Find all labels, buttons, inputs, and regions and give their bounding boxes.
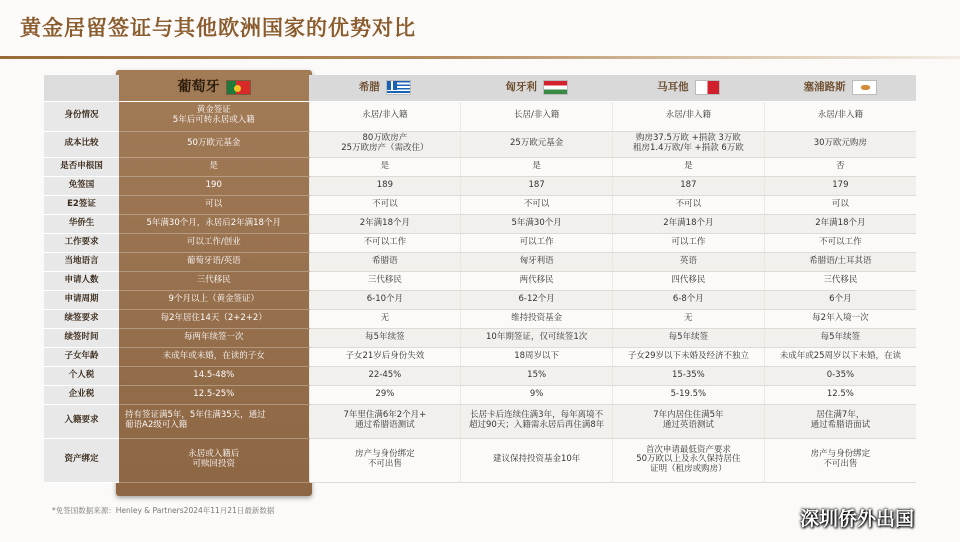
cell-text: 是 — [380, 160, 390, 171]
table-cell — [764, 438, 916, 482]
cell-text: 每5年续签 — [365, 331, 405, 342]
table-cell — [461, 195, 613, 214]
table-cell — [309, 347, 461, 366]
cell-text: 三代移民 — [196, 274, 231, 285]
cell-text: 租房1.4万欧/年 +捐款 6万欧 — [632, 143, 744, 153]
table-cell — [119, 214, 309, 233]
table-cell — [764, 252, 916, 271]
row-label: 申请人数 — [44, 271, 119, 290]
table-cell — [461, 328, 613, 347]
table-cell — [119, 309, 309, 328]
cell-text: 居住满7年， — [816, 410, 865, 421]
cell-text: 四代移民 — [671, 274, 706, 285]
greece-flag-icon — [386, 80, 411, 95]
cell-text: 可以工作/创业 — [186, 236, 241, 247]
country-name: 匈牙利 — [505, 80, 537, 93]
table-row — [44, 195, 916, 214]
table-cell — [461, 176, 613, 195]
cell-text: 25万欧房产（需改住） — [341, 143, 429, 153]
cell-text: 18周岁以下 — [514, 350, 560, 361]
header-corner — [44, 75, 119, 101]
cell-text: 证明（租房或购房） — [650, 463, 727, 474]
table-cell — [119, 195, 309, 214]
table-cell — [119, 404, 309, 438]
table-row — [44, 309, 916, 328]
cell-text: 可以工作 — [519, 236, 554, 247]
cell-text: 不可出售 — [823, 459, 858, 469]
cell-text: 黄金签证 — [196, 105, 231, 116]
table-cell — [613, 233, 765, 252]
row-label: 申请周期 — [44, 290, 119, 309]
cell-text: 子女29岁以下未婚及经济不独立 — [627, 350, 750, 361]
watermark: 深圳侨外出国 — [800, 508, 915, 530]
cell-text: 无 — [684, 312, 693, 323]
table-cell — [461, 233, 613, 252]
cell-text: 长居/非入籍 — [513, 110, 560, 121]
table-cell — [764, 385, 916, 404]
table-cell — [461, 438, 613, 482]
table-row — [44, 131, 916, 157]
title-divider — [0, 56, 960, 59]
table-cell — [613, 290, 765, 309]
table-row — [44, 290, 916, 309]
table-row — [44, 271, 916, 290]
cell-text: 9% — [529, 388, 544, 399]
cell-text: 房产与身份绑定 — [810, 449, 871, 460]
table-cell — [613, 385, 765, 404]
table-cell — [764, 233, 916, 252]
cell-text: 50万欧以上及永久保持居住 — [636, 454, 741, 465]
cell-text: 5-19.5% — [670, 388, 707, 399]
cell-text: 永居或入籍后 — [188, 449, 240, 460]
table-row — [44, 404, 916, 438]
cell-text: 6-10个月 — [366, 293, 404, 304]
cell-text: 15-35% — [671, 369, 705, 380]
cell-text: 15% — [527, 369, 547, 380]
table-cell — [119, 290, 309, 309]
table-row — [44, 328, 916, 347]
table-cell — [764, 347, 916, 366]
table-cell — [309, 176, 461, 195]
table-cell — [119, 366, 309, 385]
cell-text: 是 — [684, 160, 693, 171]
table-cell — [461, 131, 613, 157]
table-cell — [309, 385, 461, 404]
cell-text: 7年内居住住满5年 — [653, 410, 724, 421]
cell-text: 通过希腊语面试 — [810, 420, 871, 430]
table-cell — [119, 131, 309, 157]
cell-text: 6-8个月 — [672, 293, 704, 304]
cell-text: 希腊语 — [372, 255, 398, 266]
table-cell — [764, 328, 916, 347]
cell-text: 2年满18个月 — [663, 217, 714, 228]
table-cell — [119, 252, 309, 271]
cell-text: 希腊语/土耳其语 — [809, 255, 872, 266]
table-cell — [764, 290, 916, 309]
cell-text: 50万欧元基金 — [187, 138, 241, 149]
cell-text: 2年满18个月 — [815, 217, 866, 228]
comparison-table — [44, 75, 916, 483]
cell-text: 不可出售 — [367, 459, 402, 469]
cell-text: 每两年续签一次 — [183, 331, 244, 342]
header-country-greece — [309, 75, 461, 101]
cell-text: 维持投资基金 — [511, 312, 563, 323]
table-row — [44, 157, 916, 176]
table-cell — [613, 438, 765, 482]
table-cell — [461, 366, 613, 385]
row-label: 企业税 — [44, 385, 119, 404]
table-cell — [613, 366, 765, 385]
cell-text: 可赎回投资 — [192, 459, 235, 469]
table-row — [44, 101, 916, 131]
row-label: 华侨生 — [44, 214, 119, 233]
country-name: 葡萄牙 — [177, 78, 220, 95]
table-cell — [461, 101, 613, 131]
cell-text: 三代移民 — [367, 274, 402, 285]
table-cell — [461, 157, 613, 176]
cell-text: 长居卡后连续住满3年，每年离境不 — [470, 410, 604, 421]
cell-text: 187 — [528, 179, 545, 190]
cell-text: 是 — [532, 160, 541, 171]
cell-text: 英语 — [679, 255, 697, 266]
cell-text: 永居/非入籍 — [817, 110, 864, 121]
table-cell — [613, 271, 765, 290]
table-cell — [613, 328, 765, 347]
row-label: 成本比较 — [44, 131, 119, 157]
cell-text: 2年满18个月 — [359, 217, 410, 228]
table-cell — [613, 101, 765, 131]
table-row — [44, 233, 916, 252]
table-cell — [764, 157, 916, 176]
cell-text: 不可以 — [372, 198, 398, 209]
cell-text: 购房37.5万欧 +捐款 3万欧 — [635, 133, 741, 144]
table-row — [44, 366, 916, 385]
cell-text: 5年满30个月，永居后2年满18个月 — [146, 217, 281, 228]
table-cell — [309, 271, 461, 290]
table-cell — [764, 101, 916, 131]
table-cell — [119, 233, 309, 252]
cell-text: 9个月以上（黄金签证） — [168, 293, 259, 304]
cell-text: 未成年或25周岁以下未婚，在读 — [779, 350, 902, 361]
table-cell — [613, 131, 765, 157]
cell-text: 189 — [376, 179, 393, 190]
cell-text: 6-12个月 — [518, 293, 555, 304]
table-cell — [764, 195, 916, 214]
cell-text: 房产与身份绑定 — [355, 449, 415, 460]
table-cell — [119, 347, 309, 366]
cell-text: 29% — [375, 388, 395, 399]
table-cell — [309, 157, 461, 176]
table-row — [44, 214, 916, 233]
cell-text: 5年满30个月 — [511, 217, 562, 228]
table-cell — [461, 309, 613, 328]
table-cell — [119, 438, 309, 482]
cell-text: 无 — [380, 312, 390, 323]
header-country-hungary — [461, 75, 613, 101]
row-label: 续签时间 — [44, 328, 119, 347]
cell-text: 三代移民 — [823, 274, 858, 285]
row-label: 资产绑定 — [44, 438, 119, 482]
cell-text: 7年里住满6年2个月+ — [343, 410, 427, 421]
cell-text: 12.5% — [826, 388, 854, 399]
table-cell — [309, 404, 461, 438]
cell-text: 10年期签证，仅可续签1次 — [486, 331, 588, 342]
cell-text: 0-35% — [826, 369, 855, 380]
table-cell — [461, 214, 613, 233]
table-cell — [461, 252, 613, 271]
cell-text: 6个月 — [829, 293, 852, 304]
cell-text: 5年后可转永居或入籍 — [172, 115, 255, 125]
table-cell — [309, 131, 461, 157]
cell-text: 每2年居住14天（2+2+2） — [160, 312, 267, 323]
cell-text: 25万欧元基金 — [509, 138, 564, 149]
cell-text: 190 — [205, 179, 222, 190]
cell-text: 可以 — [205, 198, 223, 209]
cell-text: 可以工作 — [671, 236, 706, 247]
cell-text: 每5年续签 — [668, 331, 709, 342]
page-title: 黄金居留签证与其他欧洲国家的优势对比 — [20, 16, 416, 40]
table-body — [44, 101, 916, 482]
malta-flag-icon — [695, 80, 720, 95]
table-cell — [461, 290, 613, 309]
cell-text: 不可以工作 — [363, 236, 407, 247]
cell-text: 是 — [209, 160, 218, 171]
table-cell — [309, 233, 461, 252]
table-cell — [764, 214, 916, 233]
table-cell — [613, 157, 765, 176]
table-row — [44, 347, 916, 366]
cell-text: 每5年续签 — [820, 331, 861, 342]
row-label: 工作要求 — [44, 233, 119, 252]
portugal-flag-icon — [226, 80, 251, 95]
cell-text: 不可以工作 — [819, 236, 862, 247]
table-cell — [119, 157, 309, 176]
table-cell — [309, 438, 461, 482]
table-cell — [309, 309, 461, 328]
row-label: 子女年龄 — [44, 347, 119, 366]
table-cell — [764, 404, 916, 438]
footnote: *免签国数据来源：Henley & Partners2024年11月21日最新数据 — [52, 506, 275, 515]
table-row — [44, 176, 916, 195]
table-cell — [764, 176, 916, 195]
cell-text: 否 — [836, 160, 845, 171]
cell-text: 匈牙利语 — [519, 255, 554, 266]
cell-text: 永居/非入籍 — [362, 110, 408, 121]
table-cell — [309, 252, 461, 271]
cell-text: 22-45% — [368, 369, 402, 380]
table-cell — [613, 404, 765, 438]
row-label: 免签国 — [44, 176, 119, 195]
table-cell — [613, 309, 765, 328]
cyprus-flag-icon — [852, 80, 877, 95]
cell-text: 80万欧房产 — [362, 133, 408, 144]
cell-text: 葡萄牙语/英语 — [186, 255, 241, 266]
table-cell — [309, 195, 461, 214]
cell-text: 持有签证满5年，5年住满35天，通过 — [125, 410, 266, 421]
table-row — [44, 438, 916, 482]
table-cell — [764, 366, 916, 385]
cell-text: 葡语A2级可入籍 — [125, 420, 188, 430]
table-row — [44, 252, 916, 271]
row-label: E2签证 — [44, 195, 119, 214]
table-cell — [764, 309, 916, 328]
table-cell — [309, 101, 461, 131]
country-name: 马耳他 — [657, 80, 689, 93]
cell-text: 两代移民 — [519, 274, 554, 285]
country-name: 塞浦路斯 — [803, 80, 846, 93]
table-cell — [309, 328, 461, 347]
cell-text: 12.5-25% — [193, 388, 235, 399]
table-cell — [119, 101, 309, 131]
row-label: 当地语言 — [44, 252, 119, 271]
header-country-portugal — [119, 75, 309, 101]
cell-text: 每2年入境一次 — [812, 312, 869, 323]
table-cell — [613, 347, 765, 366]
cell-text: 超过90天；入籍需永居后再住满8年 — [469, 420, 605, 430]
table-cell — [119, 328, 309, 347]
row-label: 个人税 — [44, 366, 119, 385]
table-cell — [119, 271, 309, 290]
table-cell — [461, 347, 613, 366]
cell-text: 179 — [832, 179, 849, 190]
table-cell — [309, 366, 461, 385]
cell-text: 永居/非入籍 — [665, 110, 712, 121]
header-country-malta — [613, 75, 765, 101]
table-cell — [119, 176, 309, 195]
cell-text: 187 — [680, 179, 697, 190]
table-cell — [309, 290, 461, 309]
cell-text: 不可以 — [523, 198, 550, 209]
cell-text: 子女21岁后身份失效 — [345, 350, 425, 361]
country-name: 希腊 — [358, 80, 380, 93]
cell-text: 可以 — [831, 198, 849, 209]
hungary-flag-icon — [543, 80, 568, 95]
row-label: 身份情况 — [44, 101, 119, 131]
cell-text: 首次申请最低资产要求 — [645, 444, 731, 455]
cell-text: 不可以 — [675, 198, 702, 209]
cell-text: 未成年或未婚，在读的子女 — [162, 350, 265, 361]
table-cell — [613, 176, 765, 195]
cell-text: 建议保持投资基金10年 — [492, 454, 581, 465]
cell-text: 通过希腊语测试 — [355, 420, 415, 430]
table-header-row — [44, 75, 916, 101]
table-cell — [119, 385, 309, 404]
row-label: 是否申根国 — [44, 157, 119, 176]
cell-text: 30万欧元购房 — [813, 138, 868, 149]
table-cell — [613, 214, 765, 233]
table-row — [44, 385, 916, 404]
table-cell — [461, 404, 613, 438]
table-cell — [613, 195, 765, 214]
row-label: 续签要求 — [44, 309, 119, 328]
table-cell — [613, 252, 765, 271]
table-cell — [461, 385, 613, 404]
table-cell — [764, 271, 916, 290]
header-country-cyprus — [764, 75, 916, 101]
table-cell — [764, 131, 916, 157]
cell-text: 14.5-48% — [193, 369, 235, 380]
table-cell — [309, 214, 461, 233]
table-cell — [461, 271, 613, 290]
cell-text: 通过英语测试 — [662, 420, 714, 430]
row-label: 入籍要求 — [44, 404, 119, 438]
